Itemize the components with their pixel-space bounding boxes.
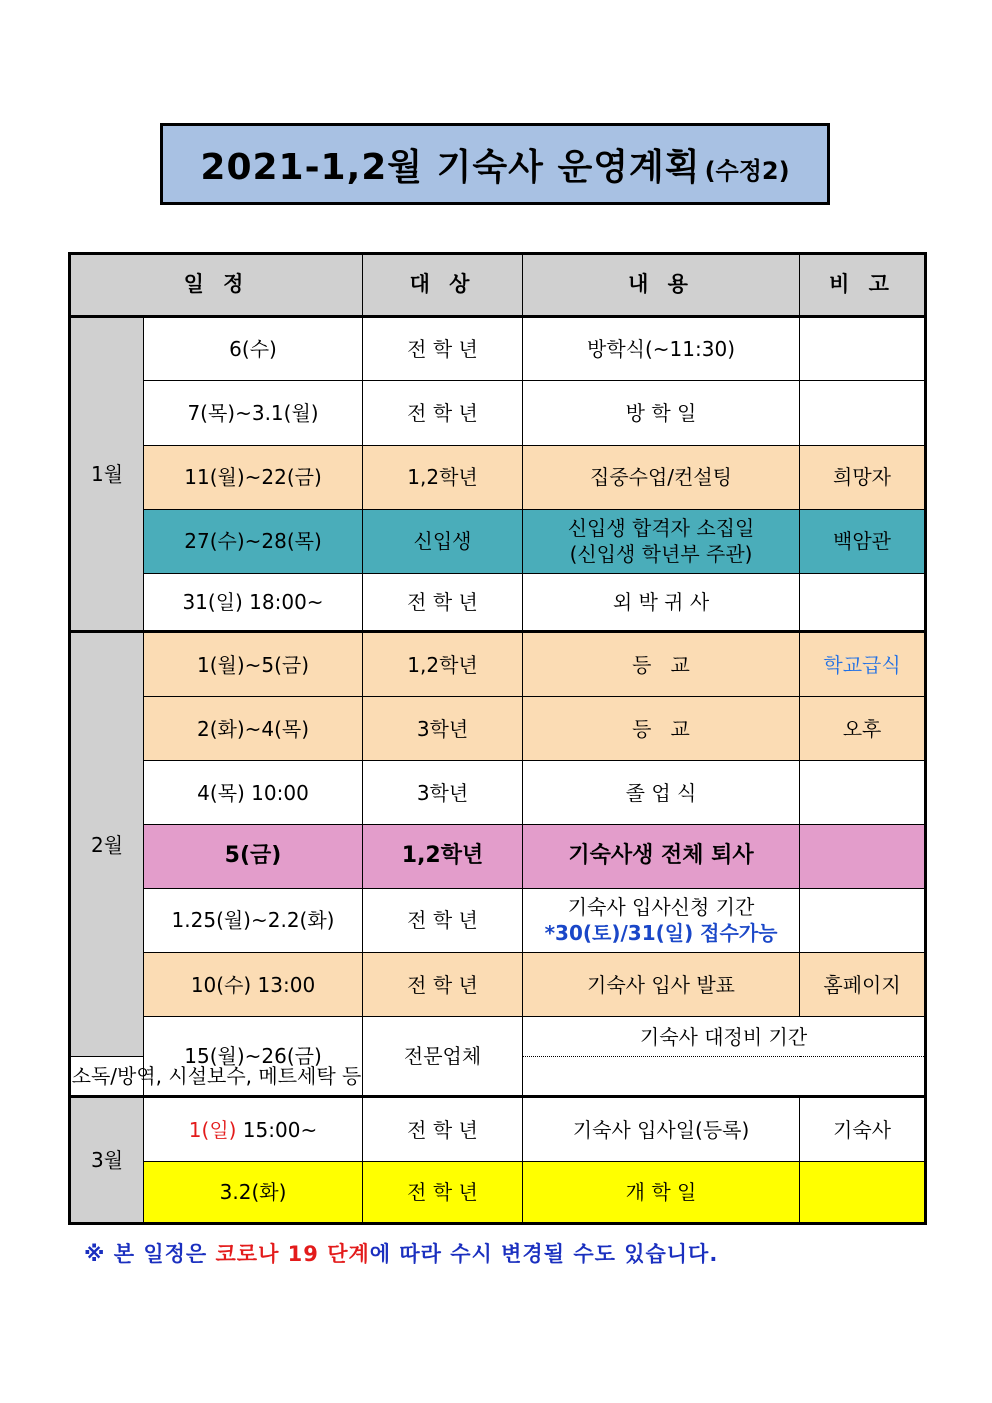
target-cell: 전 학 년	[363, 573, 523, 631]
table-row	[70, 824, 926, 888]
content-cell: 외 박 귀 사	[523, 573, 800, 631]
content-line: 신입생 합격자 소집일	[567, 516, 755, 541]
table-row	[70, 632, 926, 697]
content-line: 기숙사 입사신청 기간	[567, 895, 755, 920]
note-cell	[800, 761, 926, 824]
table-row	[70, 888, 926, 952]
content-cell: 개 학 일	[523, 1161, 800, 1223]
content-cell: 집중수업/컨설팅	[523, 445, 800, 509]
table-row	[70, 381, 926, 445]
table-row	[70, 953, 926, 1017]
date-cell: 1.25(월)~2.2(화)	[144, 888, 363, 952]
table-row	[70, 445, 926, 509]
date-cell: 7(목)~3.1(월)	[144, 381, 363, 445]
date-cell: 11(월)~22(금)	[144, 445, 363, 509]
date-cell: 3.2(화)	[144, 1161, 363, 1223]
month-cell-feb: 2월	[70, 632, 144, 1057]
note-cell	[800, 317, 926, 381]
target-cell: 전 학 년	[363, 1097, 523, 1161]
content-cell-2: 소독/방역, 시설보수, 메트세탁 등	[70, 1057, 363, 1097]
table-row	[70, 697, 926, 761]
target-cell: 1,2학년	[363, 824, 523, 888]
date-cell: 10(수) 13:00	[144, 953, 363, 1017]
title-revision: (수정2)	[704, 156, 790, 185]
date-cell	[144, 1097, 363, 1161]
schedule-table	[68, 252, 927, 1225]
month-cell-mar: 3월	[70, 1097, 144, 1224]
target-cell: 전 학 년	[363, 888, 523, 952]
date-cell: 15(월)~26(금)	[144, 1017, 363, 1097]
target-cell: 신입생	[363, 509, 523, 573]
target-cell: 3학년	[363, 697, 523, 761]
content-cell: 방학식(~11:30)	[523, 317, 800, 381]
content-line-2: *30(토)/31(일) 접수가능	[544, 921, 778, 946]
content-cell: 기숙사 입사 발표	[523, 953, 800, 1017]
header-schedule: 일 정	[70, 254, 363, 317]
target-cell: 1,2학년	[363, 632, 523, 697]
target-cell: 전 학 년	[363, 317, 523, 381]
footnote	[84, 1238, 718, 1268]
content-cell	[523, 888, 800, 952]
content-cell: 등 교	[523, 632, 800, 697]
note-cell: 오후	[800, 697, 926, 761]
date-highlight: 1(일)	[188, 1117, 237, 1142]
table-row	[70, 1017, 926, 1057]
footnote-prefix: ※ 본 일정은	[84, 1242, 216, 1266]
month-cell-jan: 1월	[70, 317, 144, 632]
target-cell: 전 학 년	[363, 1161, 523, 1223]
date-cell: 31(일) 18:00~	[144, 573, 363, 631]
footnote-suffix: 에 따라 수시 변경될 수도 있습니다.	[369, 1242, 719, 1266]
note-cell	[800, 824, 926, 888]
note-cell: 희망자	[800, 445, 926, 509]
date-cell: 4(목) 10:00	[144, 761, 363, 824]
content-cell	[523, 509, 800, 573]
table-row	[70, 1161, 926, 1223]
content-cell: 기숙사생 전체 퇴사	[523, 824, 800, 888]
content-line-2: (신입생 학년부 주관)	[569, 542, 753, 567]
header-content: 내 용	[523, 254, 800, 317]
table-row	[70, 317, 926, 381]
note-cell	[800, 381, 926, 445]
date-cell: 1(월)~5(금)	[144, 632, 363, 697]
table-row	[70, 573, 926, 631]
content-cell: 졸 업 식	[523, 761, 800, 824]
date-cell: 5(금)	[144, 824, 363, 888]
footnote-highlight: 코로나 19 단계	[215, 1242, 370, 1266]
title-box	[160, 123, 830, 205]
header-note: 비 고	[800, 254, 926, 317]
note-cell: 홈페이지	[800, 953, 926, 1017]
date-cell: 6(수)	[144, 317, 363, 381]
date-cell: 27(수)~28(목)	[144, 509, 363, 573]
table-row	[70, 1097, 926, 1161]
page-title: 2021-1,2월 기숙사 운영계획	[200, 146, 701, 188]
note-cell	[800, 1161, 926, 1223]
note-cell	[800, 573, 926, 631]
note-cell: 기숙사	[800, 1097, 926, 1161]
note-cell: 백암관	[800, 509, 926, 573]
content-cell: 방 학 일	[523, 381, 800, 445]
date-time: 15:00~	[236, 1117, 318, 1142]
header-target: 대 상	[363, 254, 523, 317]
target-cell: 전문업체	[363, 1017, 523, 1097]
note-cell	[800, 888, 926, 952]
target-cell: 전 학 년	[363, 381, 523, 445]
target-cell: 3학년	[363, 761, 523, 824]
note-cell: 학교급식	[800, 632, 926, 697]
table-row	[70, 509, 926, 573]
content-cell: 등 교	[523, 697, 800, 761]
table-row	[70, 761, 926, 824]
target-cell: 전 학 년	[363, 953, 523, 1017]
content-cell: 기숙사 대정비 기간	[523, 1017, 926, 1057]
content-cell: 기숙사 입사일(등록)	[523, 1097, 800, 1161]
header-row	[70, 254, 926, 317]
target-cell: 1,2학년	[363, 445, 523, 509]
date-cell: 2(화)~4(목)	[144, 697, 363, 761]
